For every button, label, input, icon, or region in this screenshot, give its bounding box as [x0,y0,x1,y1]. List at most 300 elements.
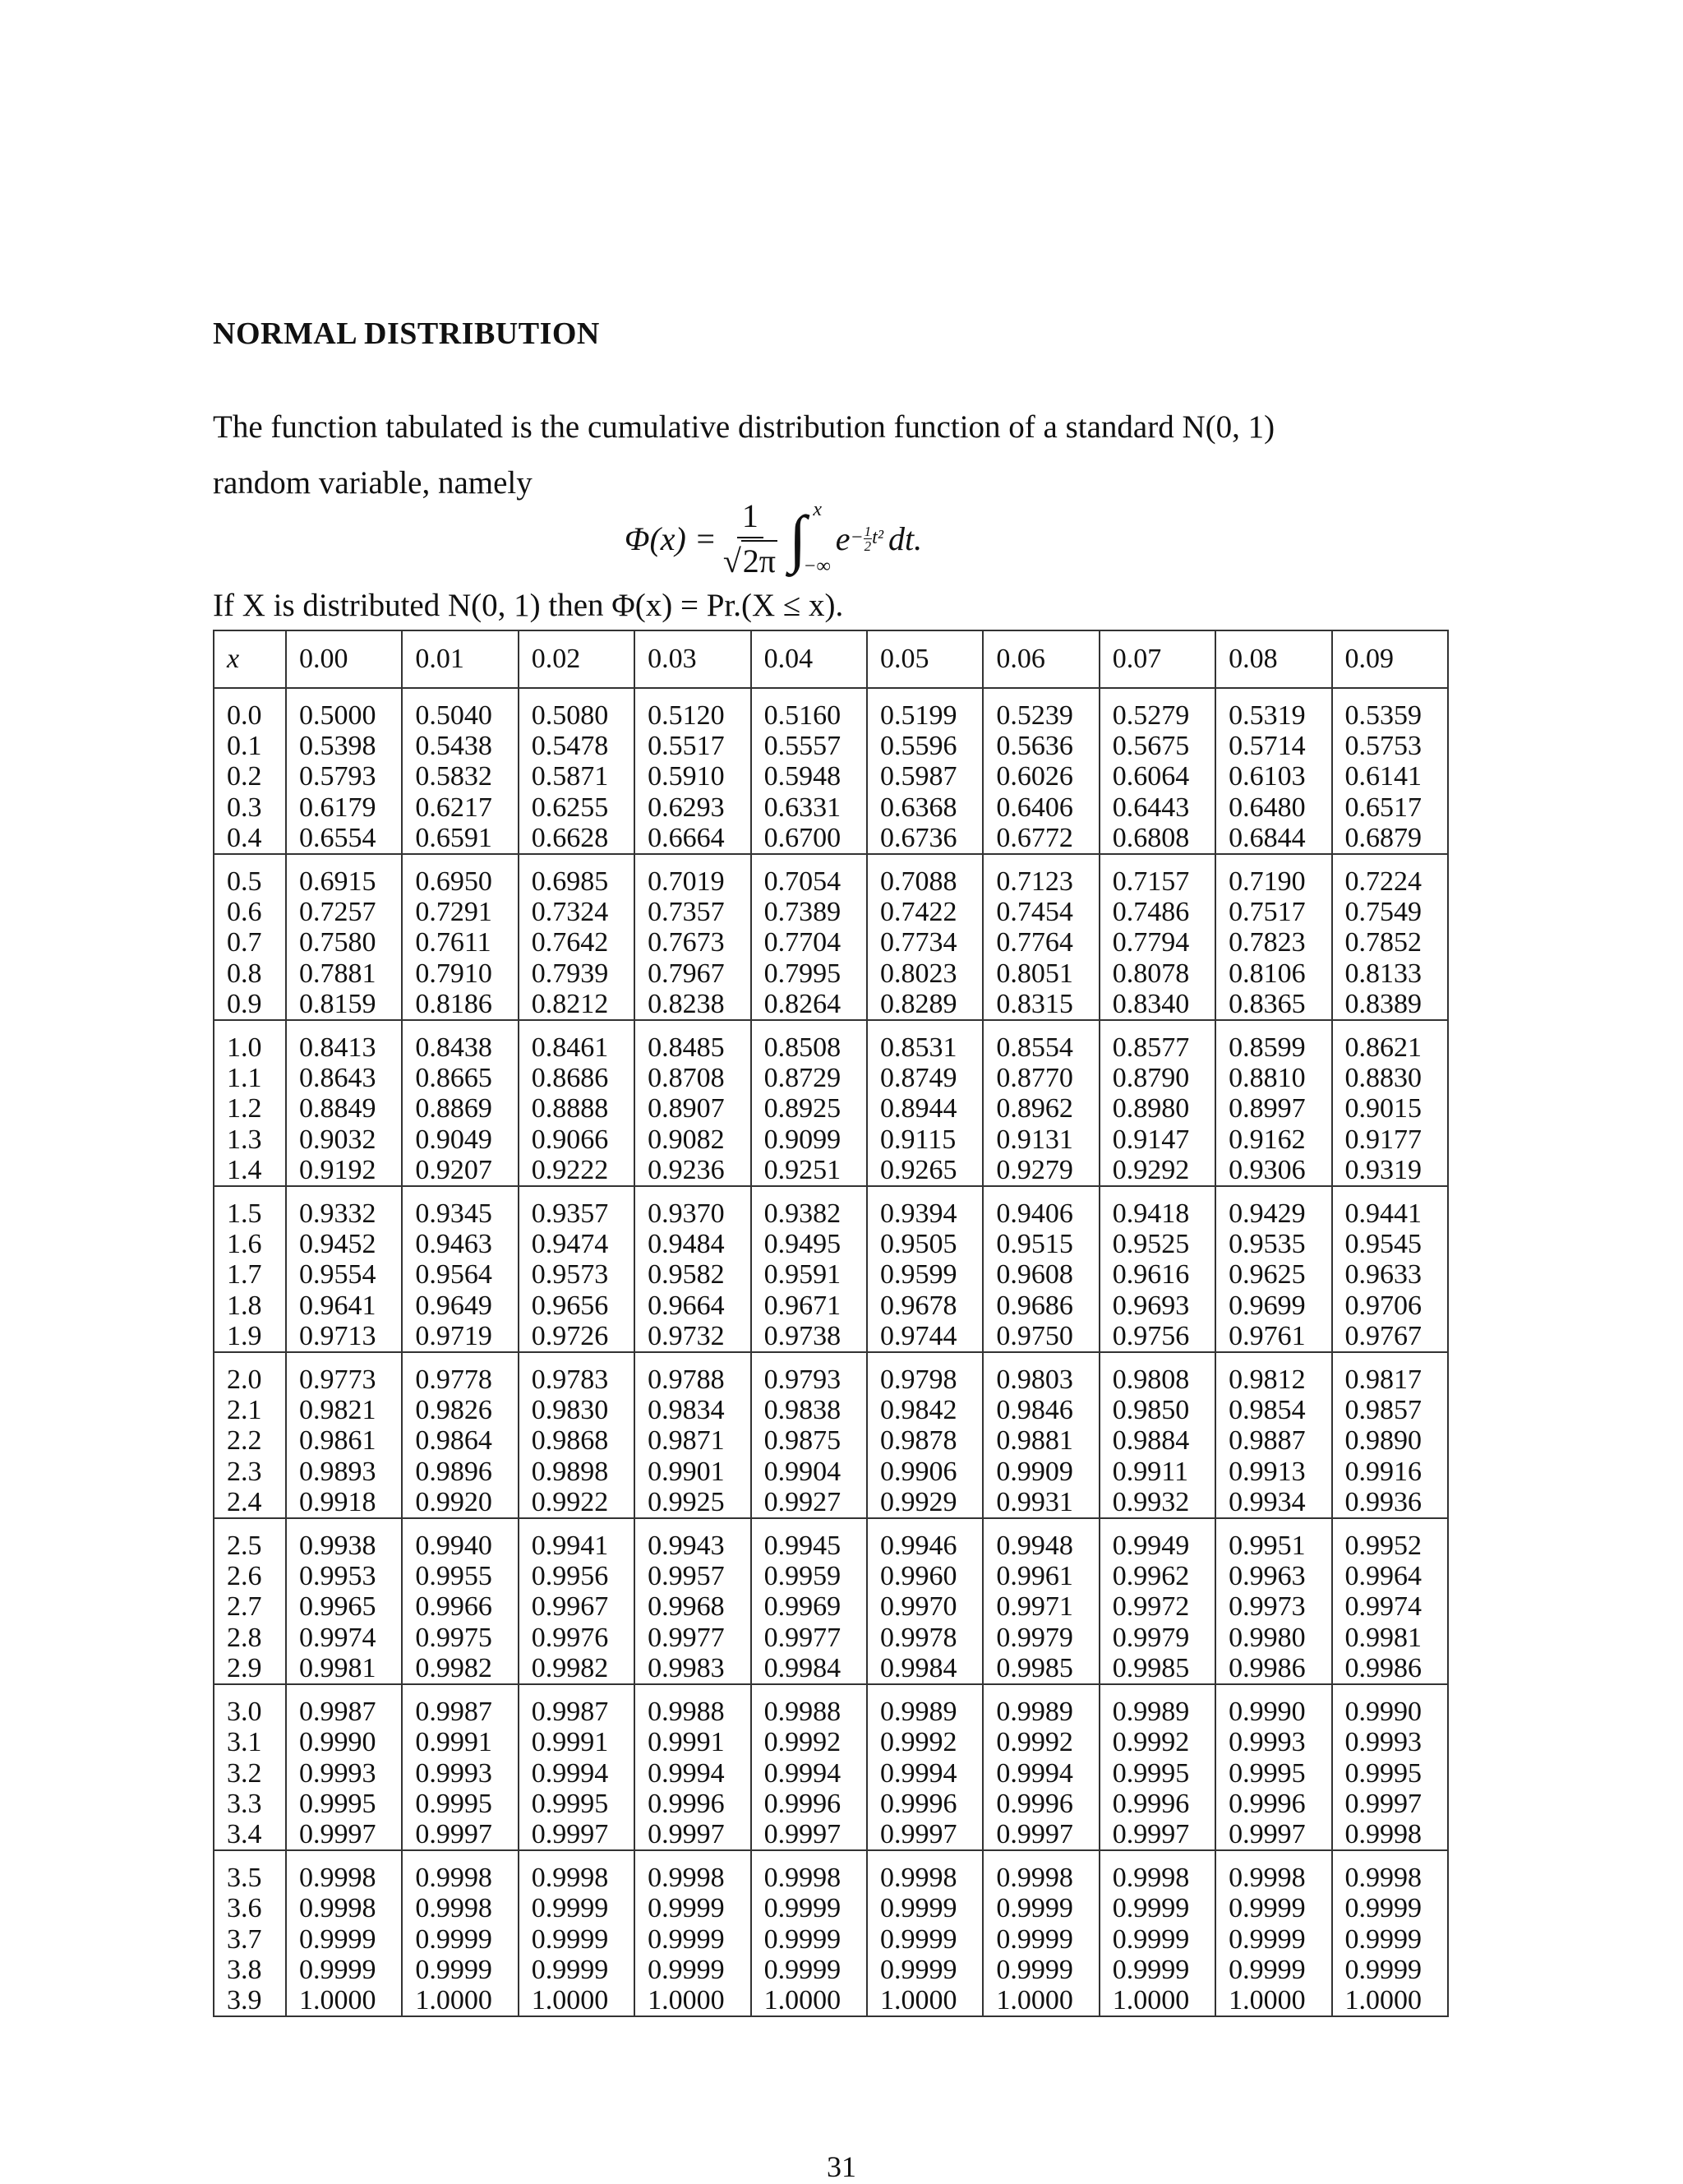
table-cell: 0.9961 [983,1561,1099,1591]
table-cell: 0.7291 [402,897,518,927]
row-x-value: 0.4 [214,823,286,854]
table-cell: 0.8508 [751,1020,867,1063]
table-cell: 0.9854 [1215,1395,1331,1425]
table-cell: 0.9999 [1100,1924,1215,1955]
table-cell: 0.9988 [634,1684,750,1727]
table-cell: 0.6700 [751,823,867,854]
table-cell: 0.9265 [867,1155,983,1186]
table-cell: 0.9995 [1100,1758,1215,1789]
table-cell: 0.9997 [286,1819,402,1850]
table-cell: 0.9911 [1100,1457,1215,1487]
table-cell: 0.7823 [1215,927,1331,958]
table-cell: 0.9994 [634,1758,750,1789]
table-cell: 0.6915 [286,854,402,897]
table-cell: 0.6103 [1215,761,1331,792]
table-cell: 0.9998 [983,1850,1099,1893]
table-cell: 0.9986 [1332,1653,1448,1684]
table-row [214,989,1448,1020]
table-cell: 0.7019 [634,854,750,897]
table-cell: 0.9963 [1215,1561,1331,1591]
row-x-value: 2.6 [214,1561,286,1591]
table-cell: 0.8888 [519,1093,634,1124]
table-cell: 0.9996 [1215,1789,1331,1819]
table-cell: 0.7422 [867,897,983,927]
table-cell: 0.9998 [1215,1850,1331,1893]
column-header: 0.09 [1332,630,1448,688]
table-row [214,927,1448,958]
table-cell: 0.9964 [1332,1561,1448,1591]
table-cell: 0.6808 [1100,823,1215,854]
row-x-value: 0.6 [214,897,286,927]
table-cell: 0.8686 [519,1063,634,1093]
table-cell: 0.5478 [519,731,634,761]
table-cell: 0.9830 [519,1395,634,1425]
table-cell: 0.8106 [1215,958,1331,989]
row-x-value: 3.9 [214,1985,286,2016]
table-cell: 0.9991 [519,1727,634,1757]
table-cell: 0.8438 [402,1020,518,1063]
table-cell: 0.9756 [1100,1321,1215,1352]
table-cell: 0.9803 [983,1352,1099,1395]
table-cell: 0.9812 [1215,1352,1331,1395]
table-cell: 0.9995 [1332,1758,1448,1789]
table-cell: 0.8925 [751,1093,867,1124]
row-x-value: 3.7 [214,1924,286,1955]
table-row [214,1955,1448,1985]
table-cell: 0.9515 [983,1229,1099,1259]
table-row [214,1623,1448,1653]
table-cell: 0.9994 [751,1758,867,1789]
table-cell: 0.9916 [1332,1457,1448,1487]
formula-exponent [850,524,883,553]
table-cell: 0.5714 [1215,731,1331,761]
table-cell: 0.9901 [634,1457,750,1487]
table-cell: 1.0000 [1100,1985,1215,2016]
table-cell: 0.9953 [286,1561,402,1591]
table-cell: 0.9991 [634,1727,750,1757]
table-cell: 0.9474 [519,1229,634,1259]
table-cell: 0.9974 [1332,1591,1448,1622]
table-cell: 0.8413 [286,1020,402,1063]
table-cell: 0.9994 [519,1758,634,1789]
table-cell: 0.9995 [1215,1758,1331,1789]
row-x-value: 0.2 [214,761,286,792]
table-cell: 0.6736 [867,823,983,854]
table-cell: 0.7224 [1332,854,1448,897]
table-cell: 0.9993 [402,1758,518,1789]
table-cell: 0.5040 [402,688,518,731]
table-cell: 0.9989 [983,1684,1099,1727]
row-x-value: 1.2 [214,1093,286,1124]
row-x-value: 0.8 [214,958,286,989]
table-cell: 0.9115 [867,1124,983,1155]
table-cell: 0.9525 [1100,1229,1215,1259]
table-cell: 0.8340 [1100,989,1215,1020]
table-cell: 0.9996 [1100,1789,1215,1819]
table-cell: 0.9441 [1332,1186,1448,1229]
table-cell: 0.7852 [1332,927,1448,958]
table-row [214,1893,1448,1923]
table-cell: 0.9996 [634,1789,750,1819]
table-cell: 0.8238 [634,989,750,1020]
table-row [214,854,1448,897]
formula-numerator: 1 [737,496,763,538]
row-x-value: 3.5 [214,1850,286,1893]
table-cell: 0.9625 [1215,1259,1331,1290]
table-cell: 0.9983 [634,1653,750,1684]
table-cell: 0.7054 [751,854,867,897]
table-cell: 0.9761 [1215,1321,1331,1352]
table-cell: 0.7357 [634,897,750,927]
table-cell: 0.6331 [751,792,867,823]
table-cell: 0.9987 [402,1684,518,1727]
table-cell: 0.9949 [1100,1518,1215,1561]
table-cell: 0.8729 [751,1063,867,1093]
table-cell: 0.7642 [519,927,634,958]
table-cell: 0.5279 [1100,688,1215,731]
table-cell: 0.9989 [867,1684,983,1727]
row-x-value: 2.2 [214,1425,286,1456]
table-row [214,1259,1448,1290]
table-row [214,1425,1448,1456]
table-cell: 0.9713 [286,1321,402,1352]
table-cell: 0.8159 [286,989,402,1020]
table-cell: 0.9993 [286,1758,402,1789]
table-cell: 0.9999 [751,1955,867,1985]
table-row [214,1124,1448,1155]
table-cell: 0.9996 [751,1789,867,1819]
table-cell: 0.9981 [286,1653,402,1684]
row-x-value: 1.6 [214,1229,286,1259]
table-cell: 0.9991 [402,1727,518,1757]
table-cell: 0.9975 [402,1623,518,1653]
table-cell: 0.8599 [1215,1020,1331,1063]
table-cell: 0.9980 [1215,1623,1331,1653]
table-cell: 0.9973 [1215,1591,1331,1622]
table-cell: 0.9599 [867,1259,983,1290]
table-cell: 0.9936 [1332,1487,1448,1518]
table-cell: 0.5199 [867,688,983,731]
table-cell: 0.9968 [634,1591,750,1622]
table-cell: 0.7517 [1215,897,1331,927]
row-x-value: 2.1 [214,1395,286,1425]
table-cell: 0.5120 [634,688,750,731]
cdf-formula [625,493,922,584]
table-cell: 0.9986 [1215,1653,1331,1684]
table-cell: 0.9999 [867,1955,983,1985]
table-cell: 0.9904 [751,1457,867,1487]
column-header: 0.05 [867,630,983,688]
sqrt-symbol: √ 2π [723,540,777,580]
table-cell: 0.9633 [1332,1259,1448,1290]
table-cell: 0.7454 [983,897,1099,927]
table-cell: 0.9948 [983,1518,1099,1561]
table-cell: 0.9864 [402,1425,518,1456]
table-cell: 0.9999 [1100,1955,1215,1985]
formula-fraction [723,496,777,580]
table-cell: 0.9999 [402,1924,518,1955]
table-cell: 0.8389 [1332,989,1448,1020]
table-cell: 0.9997 [1215,1819,1331,1850]
table-row [214,1457,1448,1487]
table-cell: 0.7611 [402,927,518,958]
table-cell: 0.6443 [1100,792,1215,823]
table-cell: 0.9878 [867,1425,983,1456]
table-cell: 0.7157 [1100,854,1215,897]
table-cell: 1.0000 [751,1985,867,2016]
table-cell: 0.9994 [867,1758,983,1789]
table-cell: 0.9967 [519,1591,634,1622]
row-x-value: 1.1 [214,1063,286,1093]
row-x-value: 1.4 [214,1155,286,1186]
table-cell: 0.9896 [402,1457,518,1487]
table-cell: 0.9987 [519,1684,634,1727]
table-row [214,823,1448,854]
column-header: 0.02 [519,630,634,688]
table-cell: 0.9817 [1332,1352,1448,1395]
table-cell: 0.9990 [286,1727,402,1757]
table-cell: 0.7995 [751,958,867,989]
table-cell: 0.9998 [519,1850,634,1893]
table-cell: 0.9985 [983,1653,1099,1684]
table-cell: 1.0000 [634,1985,750,2016]
table-cell: 0.9999 [519,1955,634,1985]
row-x-value: 3.1 [214,1727,286,1757]
table-cell: 0.5517 [634,731,750,761]
page-heading: NORMAL DISTRIBUTION [213,316,600,351]
row-x-value: 3.3 [214,1789,286,1819]
table-cell: 0.9999 [983,1955,1099,1985]
table-cell: 0.7257 [286,897,402,927]
table-cell: 0.9988 [751,1684,867,1727]
table-cell: 0.9999 [519,1924,634,1955]
column-header: 0.00 [286,630,402,688]
table-row [214,1591,1448,1622]
table-row [214,1653,1448,1684]
table-cell: 0.8461 [519,1020,634,1063]
table-cell: 0.9678 [867,1291,983,1321]
table-cell: 0.9997 [751,1819,867,1850]
table-cell: 0.9778 [402,1352,518,1395]
table-cell: 0.9999 [634,1893,750,1923]
table-cell: 0.9974 [286,1623,402,1653]
table-cell: 0.9345 [402,1186,518,1229]
table-cell: 0.7673 [634,927,750,958]
column-header: 0.07 [1100,630,1215,688]
table-cell: 0.9382 [751,1186,867,1229]
table-cell: 0.9977 [751,1623,867,1653]
table-cell: 0.9997 [402,1819,518,1850]
table-cell: 0.9732 [634,1321,750,1352]
table-cell: 0.7967 [634,958,750,989]
table-cell: 0.9131 [983,1124,1099,1155]
table-cell: 0.9966 [402,1591,518,1622]
table-cell: 0.9998 [1332,1850,1448,1893]
table-cell: 0.9956 [519,1561,634,1591]
table-cell: 0.9686 [983,1291,1099,1321]
table-cell: 0.9955 [402,1561,518,1591]
table-row [214,1561,1448,1591]
row-x-value: 1.0 [214,1020,286,1063]
formula-differential: dt. [888,519,923,557]
table-cell: 0.8078 [1100,958,1215,989]
table-cell: 0.7794 [1100,927,1215,958]
table-cell: 0.9996 [867,1789,983,1819]
table-cell: 0.6950 [402,854,518,897]
table-cell: 0.5636 [983,731,1099,761]
table-cell: 0.9099 [751,1124,867,1155]
table-cell: 0.9793 [751,1352,867,1395]
table-cell: 0.9706 [1332,1291,1448,1321]
normal-distribution-table [213,630,1449,2017]
table-cell: 0.9997 [1100,1819,1215,1850]
table-cell: 0.8997 [1215,1093,1331,1124]
exponent-fraction [864,524,873,553]
table-cell: 0.9999 [867,1924,983,1955]
table-cell: 0.9452 [286,1229,402,1259]
table-cell: 0.5557 [751,731,867,761]
table-cell: 0.9984 [867,1653,983,1684]
table-cell: 0.9992 [983,1727,1099,1757]
table-cell: 0.9999 [1215,1893,1331,1923]
table-cell: 0.9995 [402,1789,518,1819]
table-cell: 0.9990 [1215,1684,1331,1727]
table-cell: 0.7486 [1100,897,1215,927]
table-cell: 0.9971 [983,1591,1099,1622]
table-cell: 0.9015 [1332,1093,1448,1124]
table-cell: 0.9992 [867,1727,983,1757]
table-row [214,1352,1448,1395]
table-cell: 0.9767 [1332,1321,1448,1352]
row-x-value: 1.5 [214,1186,286,1229]
table-cell: 0.9406 [983,1186,1099,1229]
table-cell: 0.6064 [1100,761,1215,792]
table-cell: 0.9998 [402,1850,518,1893]
row-x-value: 0.5 [214,854,286,897]
table-cell: 0.9922 [519,1487,634,1518]
table-cell: 0.5438 [402,731,518,761]
table-cell: 0.9987 [286,1684,402,1727]
table-cell: 0.9726 [519,1321,634,1352]
table-cell: 0.9999 [286,1924,402,1955]
table-cell: 0.9826 [402,1395,518,1425]
row-x-value: 1.8 [214,1291,286,1321]
intro-line-2: random variable, namely [213,465,533,501]
table-cell: 0.9871 [634,1425,750,1456]
table-cell: 0.6772 [983,823,1099,854]
table-cell: 0.5239 [983,688,1099,731]
definition-sentence: If X is distributed N(0, 1) then Φ(x) = Pr.(X ≤ x). [213,588,844,623]
column-header: 0.01 [402,630,518,688]
table-cell: 0.9049 [402,1124,518,1155]
row-x-value: 2.5 [214,1518,286,1561]
table-cell: 0.9082 [634,1124,750,1155]
table-cell: 0.9920 [402,1487,518,1518]
table-cell: 0.8621 [1332,1020,1448,1063]
table-cell: 0.5000 [286,688,402,731]
row-x-value: 2.3 [214,1457,286,1487]
table-row [214,1155,1448,1186]
table-cell: 0.9999 [867,1893,983,1923]
table-cell: 0.9738 [751,1321,867,1352]
table-cell: 0.5793 [286,761,402,792]
row-x-value: 3.8 [214,1955,286,1985]
table-cell: 0.9545 [1332,1229,1448,1259]
table-cell: 0.8810 [1215,1063,1331,1093]
table-row [214,1395,1448,1425]
table-cell: 0.7389 [751,897,867,927]
table-cell: 1.0000 [402,1985,518,2016]
table-cell: 0.9941 [519,1518,634,1561]
table-row [214,1020,1448,1063]
table-cell: 0.9582 [634,1259,750,1290]
table-cell: 0.9332 [286,1186,402,1229]
table-cell: 0.7088 [867,854,983,897]
table-cell: 0.5160 [751,688,867,731]
table-cell: 0.9977 [634,1623,750,1653]
table-cell: 0.7881 [286,958,402,989]
table-cell: 0.9192 [286,1155,402,1186]
table-cell: 0.9999 [634,1955,750,1985]
table-cell: 0.9929 [867,1487,983,1518]
table-cell: 1.0000 [867,1985,983,2016]
table-cell: 0.9251 [751,1155,867,1186]
table-cell: 0.9945 [751,1518,867,1561]
table-cell: 0.7734 [867,927,983,958]
table-cell: 0.9979 [1100,1623,1215,1653]
row-x-value: 2.0 [214,1352,286,1395]
table-cell: 0.9931 [983,1487,1099,1518]
table-cell: 0.9999 [751,1893,867,1923]
table-cell: 0.8790 [1100,1063,1215,1093]
table-cell: 0.9798 [867,1352,983,1395]
table-cell: 0.9066 [519,1124,634,1155]
integral-lower-limit: −∞ [803,556,831,577]
row-x-value: 2.4 [214,1487,286,1518]
table-cell: 0.8944 [867,1093,983,1124]
table-cell: 0.9418 [1100,1186,1215,1229]
table-cell: 0.9887 [1215,1425,1331,1456]
table-cell: 0.9535 [1215,1229,1331,1259]
table-cell: 0.9984 [751,1653,867,1684]
row-x-value: 3.2 [214,1758,286,1789]
table-cell: 0.9985 [1100,1653,1215,1684]
integral-upper-limit: x [813,499,823,520]
table-row [214,1321,1448,1352]
table-cell: 0.6554 [286,823,402,854]
table-cell: 0.8830 [1332,1063,1448,1093]
table-cell: 0.9808 [1100,1352,1215,1395]
table-cell: 0.9850 [1100,1395,1215,1425]
table-cell: 0.9429 [1215,1186,1331,1229]
table-cell: 0.8264 [751,989,867,1020]
table-cell: 0.9927 [751,1487,867,1518]
table-cell: 0.9999 [1215,1955,1331,1985]
row-x-value: 1.7 [214,1259,286,1290]
table-cell: 0.9998 [286,1850,402,1893]
table-cell: 0.5832 [402,761,518,792]
table-row [214,1291,1448,1321]
table-row [214,1819,1448,1850]
row-x-value: 1.9 [214,1321,286,1352]
table-row [214,792,1448,823]
table-cell: 0.9868 [519,1425,634,1456]
table-cell: 0.9773 [286,1352,402,1395]
table-cell: 0.9834 [634,1395,750,1425]
table-cell: 0.6179 [286,792,402,823]
table-cell: 0.9893 [286,1457,402,1487]
table-cell: 0.9236 [634,1155,750,1186]
